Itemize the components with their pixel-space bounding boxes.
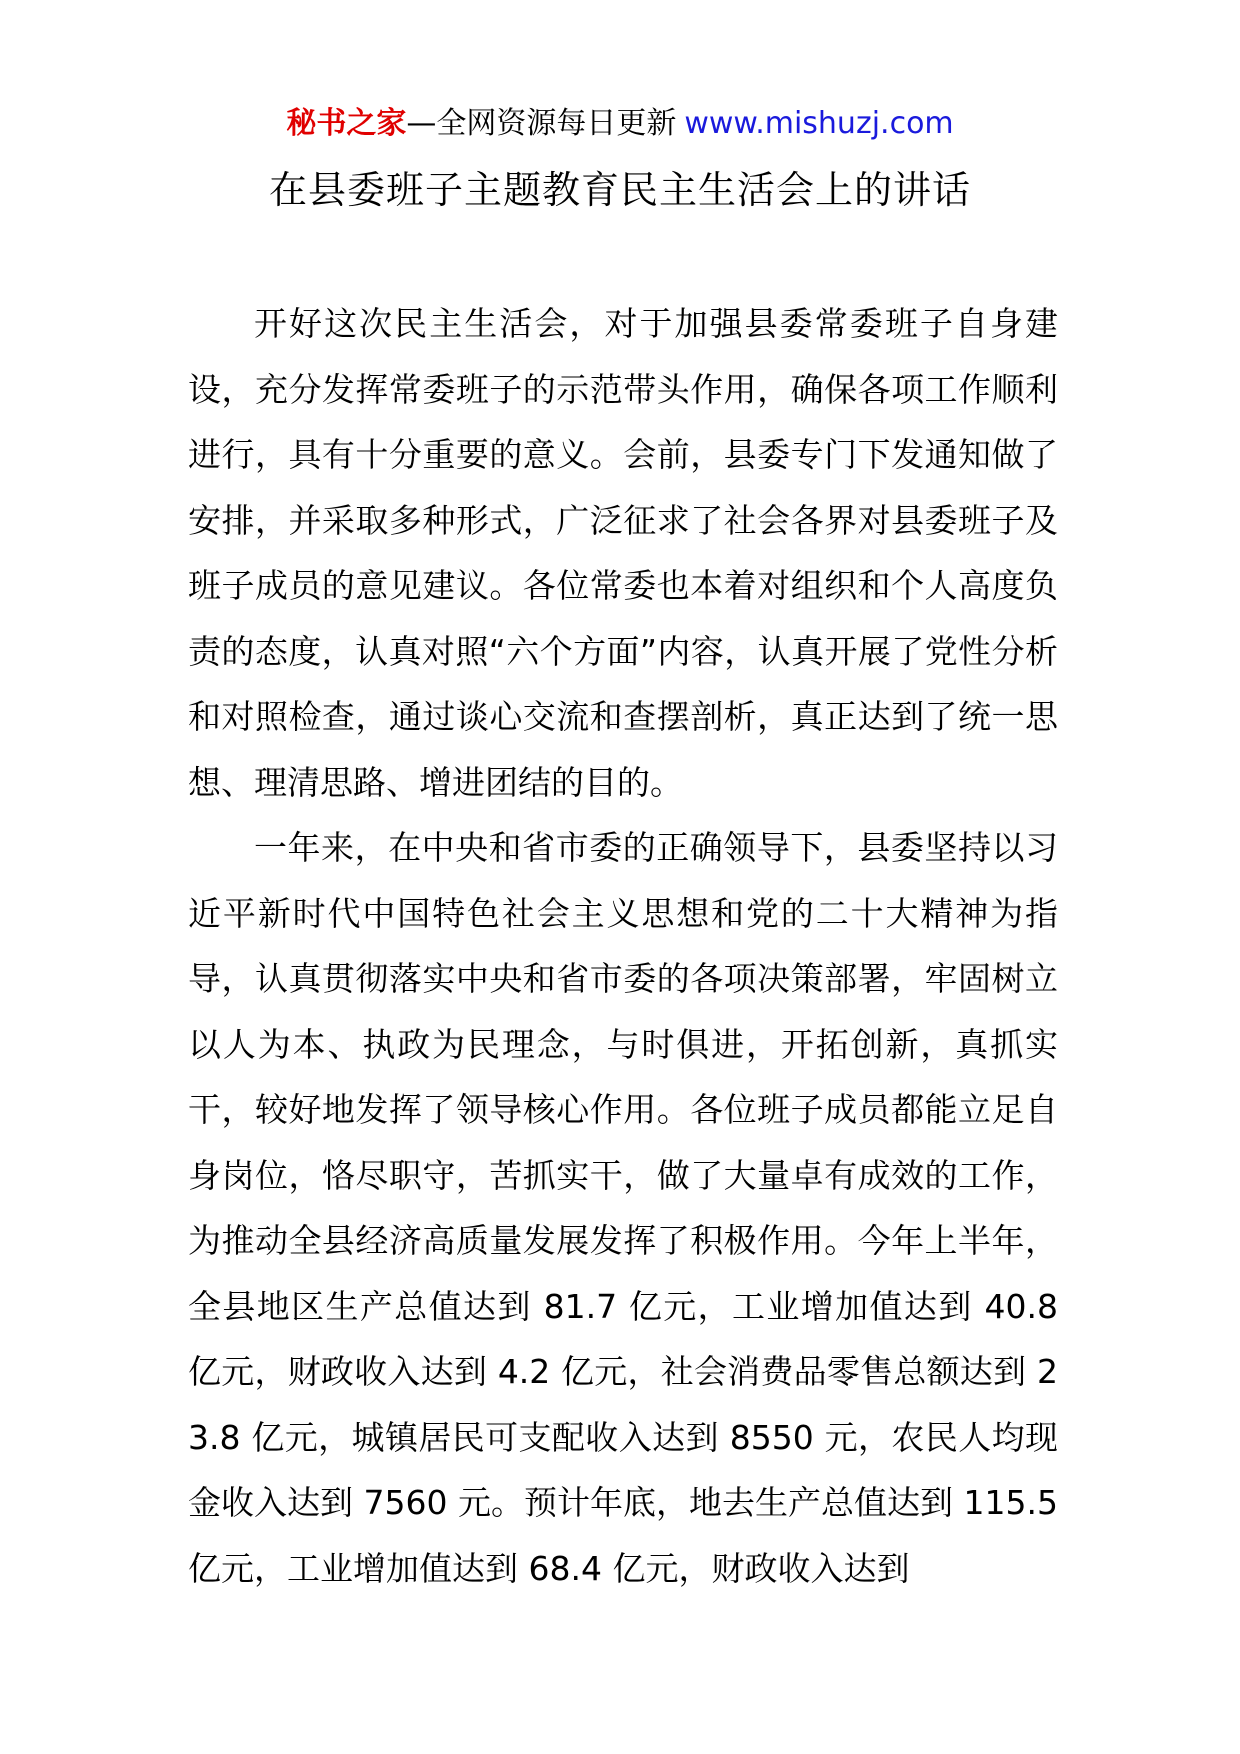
document-body [188, 291, 1058, 1601]
brand-name: 秘书之家 [286, 106, 407, 141]
paragraph-2: 一年来，在中央和省市委的正确领导下，县委坚持以习近平新时代中国特色社会主义思想和党的二十大精神为指导，认真贯彻落实中央和省市委的各项决策部署，牢固树立以人为本、执政为民理念，与时俱进，开拓创新，真抓实干，较好地发挥了领导核心作用。各位班子成员都能立足自身岗位，恪尽职守，苦抓实干，做了大量卓有成效的工作，为推动全县经济高质量发展发挥了积极作用。今年上半年，全县地区生产总值达到 81.7 亿元，工业增加值达到 40.8 亿元，财政收入达到 4.2 亿元，社会消费品零售总额达到 23.8 亿元，城镇居民可支配收入达到 8550 元，农民人均现金收入达到 7560 元。预计年底，地去生产总值达到 115.5 亿元，工业增加值达到 68.4 亿元，财政收入达到 [188, 828, 1058, 1588]
site-header [0, 100, 1240, 148]
document-title: 在县委班子主题教育民主生活会上的讲话 [268, 168, 971, 212]
header-tagline: —全网资源每日更新 [406, 106, 677, 141]
paragraph-1: 开好这次民主生活会，对于加强县委常委班子自身建设，充分发挥常委班子的示范带头作用，确保各项工作顺利进行，具有十分重要的意义。会前，县委专门下发通知做了安排，并采取多种形式，广泛征求了社会各界对县委班子及班子成员的意见建议。各位常委也本着对组织和个人高度负责的态度，认真对照“六个方面”内容，认真开展了党性分析和对照检查，通过谈心交流和查摆剖析，真正达到了统一思想、理清思路、增进团结的目的。 [188, 304, 1058, 802]
website-link[interactable]: www.mishuzj.com [684, 106, 954, 141]
